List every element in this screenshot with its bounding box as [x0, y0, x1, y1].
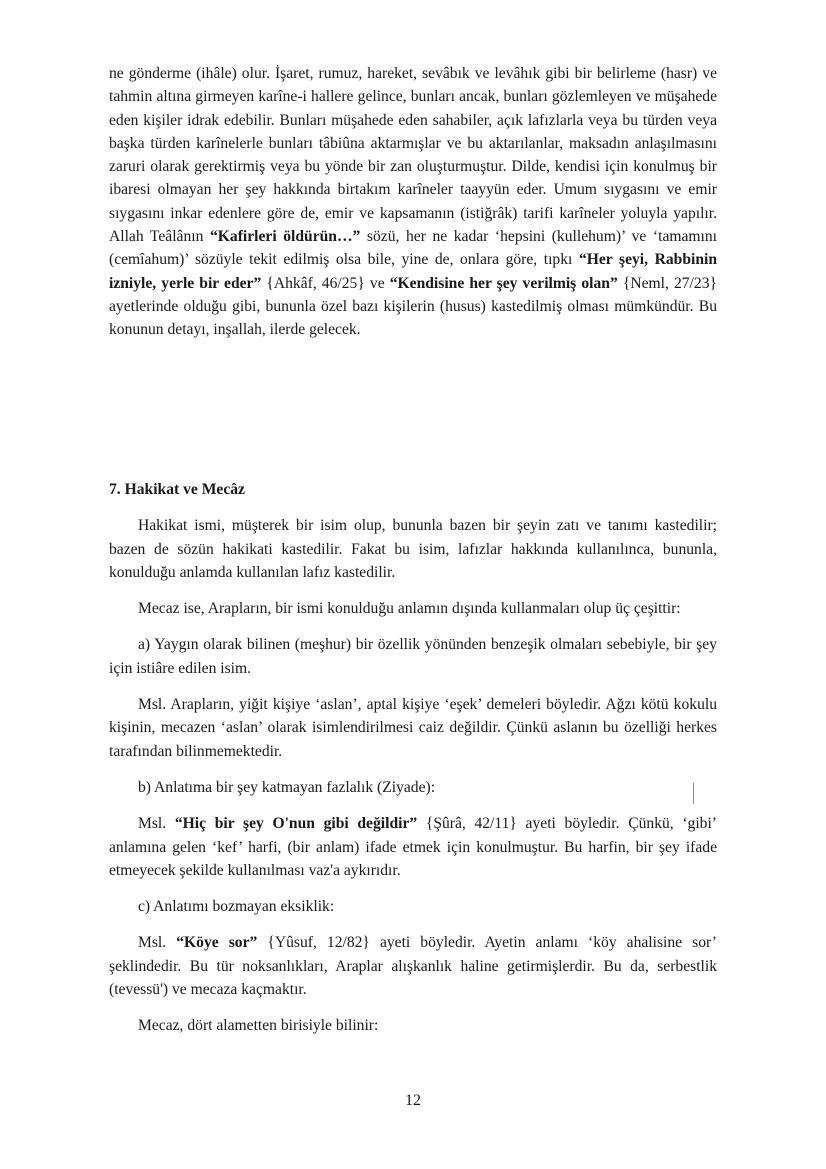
section-heading: 7. Hakikat ve Mecâz: [109, 481, 245, 498]
section-hakikat-mecaz: [109, 478, 717, 1038]
item-b-example-text: {Şûrâ, 42/11} ayeti böyledir. Çünkü, ‘gibi’ anlamına gelen ‘kef’ harfi, (bir anlam) ifade etmek için konulmuştur. Bu harfin, bir şey ifade etmeyecek şekilde kullanılması vaz'a aykırıdır.: [109, 815, 717, 879]
quote-kendisine: “Kendisine her şey verilmiş olan”: [389, 274, 618, 292]
paragraph-item-b-example: [109, 812, 717, 882]
intro-text-part-3: {Ahkâf, 46/25} ve: [261, 274, 390, 292]
margin-mark: [693, 783, 694, 804]
page-number: 12: [405, 1092, 421, 1109]
quote-her-seyi: “Her şeyi, Rabbinin izniyle, yerle bir eder”: [109, 251, 717, 292]
paragraph-last: Mecaz, dört alametten birisiyle bilinir:: [138, 1017, 379, 1035]
quote-hic-bir-sey: “Hiç bir şey O'nun gibi değildir”: [174, 815, 418, 833]
quote-kafirleri: “Kafirleri öldürün…”: [209, 228, 361, 246]
item-c-example-text: {Yûsuf, 12/82} ayeti böyledir. Ayetin anlamı ‘köy ahalisine sor’ şeklindedir. Bu tür noksanlıkları, Araplar alışkanlık haline getirmişlerdir. Bu da, serbestlik (tevessü') ve mecaza kaçmaktır.: [109, 934, 717, 999]
intro-text: [109, 62, 717, 342]
paragraph-item-a: a) Yaygın olarak bilinen (meşhur) bir özellik yönünden benzeşik olmaları sebebiyle, bir şey için istiâre edilen isim.: [109, 636, 717, 677]
intro-paragraph: [109, 62, 717, 342]
quote-koye-sor: “Köye sor”: [176, 934, 258, 952]
intro-text-part-2: sözü, her ne kadar ‘hepsini (kullehum)’ ve ‘tamamını (cemîahum)’ sözüyle tekit edilmiş olsa bile, yine de, onlara göre, tıpkı: [109, 228, 718, 269]
item-b-example-prefix: Msl.: [138, 815, 175, 833]
intro-text-part-1: ne gönderme (ihâle) olur. İşaret, rumuz, hareket, sevâbık ve levâhık gibi bir belirleme (hasr) ve tahmin altına girmeyen karîne-i hallere gelince, bunları ancak, bunları gözlemleyen ve müşahede eden kişiler idrak edebilir. Bunları müşahede eden sahabiler, açık lafızlarla veya bu türden veya başka türden karînelerle bunları tâbiûna aktarmışlar ve bu aktarılanlar, maksadın anlaşılmasını zaruri olarak gerektirmiş veya bu yönde bir zan oluşturmuştur. Dilde, kendisi için konulmuş bir ibaresi olmayan her şey hakkında birtakım karîneler taayyün eder. Umum sıygasını ve emir sıygasını inkar edenlere göre de, emir ve kapsamanın (istiğrâk) tarifi karîneler yoluyla yapılır. Allah Teâlânın: [109, 65, 717, 246]
paragraph-item-c: c) Anlatımı bozmayan eksiklik:: [138, 898, 335, 916]
paragraph-hakikat: Hakikat ismi, müşterek bir isim olup, bununla bazen bir şeyin zatı ve tanımı kastedilir; bazen de sözün hakikati kastedilir. Fakat bu isim, lafızlar hakkında kullanılınca, bununla, konulduğu anlamda kullanılan lafız kastedilir.: [109, 517, 717, 581]
paragraph-item-b: b) Anlatıma bir şey katmayan fazlalık (Ziyade):: [138, 778, 436, 796]
paragraph-item-c-example: [109, 931, 717, 1001]
paragraph-mecaz: Mecaz ise, Arapların, bir ismi konulduğu anlamın dışında kullanmaları olup üç çeşittir:: [138, 600, 681, 618]
paragraph-item-a-example: Msl. Arapların, yiğit kişiye ‘aslan’, aptal kişiye ‘eşek’ demeleri böyledir. Ağzı kötü kokulu kişinin, mecazen ‘aslan’ olarak isimlendirilmesi caiz değildir. Çünkü aslanın bu özelliği herkes tarafından bilinmemektedir.: [109, 696, 717, 760]
intro-text-part-4: {Neml, 27/23} ayetlerinde olduğu gibi, bununla özel bazı kişilerin (husus) kastedilmiş olması mümkündür. Bu konunun detayı, inşallah, ilerde gelecek.: [109, 274, 717, 339]
item-c-example-prefix: Msl.: [138, 934, 177, 952]
